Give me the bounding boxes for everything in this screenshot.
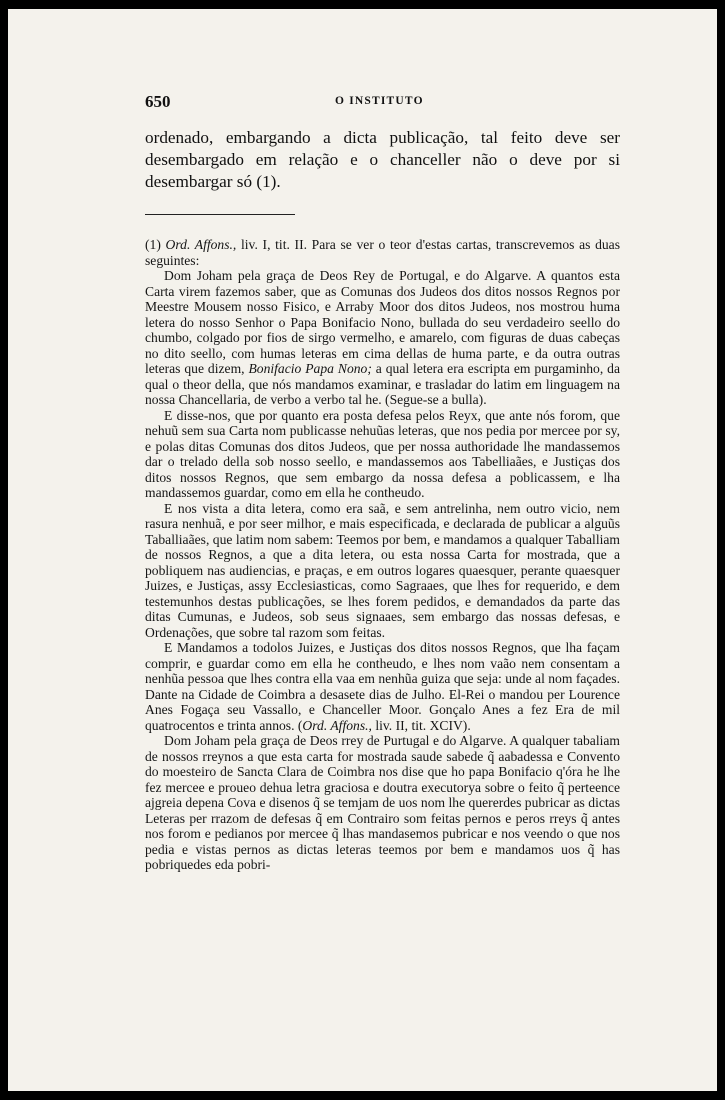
footnote-divider — [145, 214, 295, 215]
footnote-paragraph-5: Dom Joham pela graça de Deos rrey de Purtugal e do Algarve. A qualquer tabaliam de nossos rreynos a que esta carta for mostrada saude sabede q̃ aabadessa e Convento do moesteiro de Sancta Clara de Coimbra nos dise que ho papa Bonifacio q'óra he lhe fez mercee e proueo dehua letra graciosa e doutra executorya sobre o feito q̃ perteence ajgreia depena Cova e disenos q̃ se temjam de uos nom lhe quererdes pubricar as dictas Leteras per rrazom de defesas q̃ em Contrairo som feitas pernos e peros rreys q̃ antes nos forom e pedianos por mercee q̃ lhas mandasemos pubricar e nos veendo o que nos pedia e vistas pernos as dictas leteras teemos por bem e mandamos uos q̃ has pobriquedes eda pobri- — [145, 733, 620, 872]
footnote-paragraph-2: E disse-nos, que por quanto era posta defesa pelos Reyx, que ante nós forom, que nehuũ sem sua Carta nom publicasse nehuũas leteras, que nos pedia por mercee por sy, e polas ditas Comunas dos ditos Judeos, que per nossa authoridade lhe mandassemos dar o trelado della sob nosso seello, e mandassemos aos Tabelliaães, e Justiças dos ditos nossos Regnos, que sem embargo da nossa defesa a poblicassem, e lha mandassemos guardar, como em ella he contheudo. — [145, 407, 620, 500]
footnote-paragraph-1 — [145, 268, 620, 408]
page-number: 650 — [145, 92, 171, 111]
footnote-paragraph-4-text-b: liv. II, tit. XCIV). — [375, 717, 471, 733]
footnote-intro — [145, 237, 620, 268]
main-paragraph: ordenado, embargando a dicta publicação, tal feito deve ser desembargado em relação e o chanceller não o deve por si desembargar só (1). — [145, 128, 620, 191]
footnote-paragraph-1-italic: Bonifacio Papa Nono; — [248, 361, 372, 376]
running-title: O INSTITUTO — [335, 95, 424, 107]
footnote-marker: (1) — [145, 237, 161, 252]
footnote-paragraph-3: E nos vista a dita letera, como era saã, e sem antrelinha, nem outro vicio, nem rasura nenhuã, e por seer milhor, e mais especificada, e declarada de publicar a alguũs Taballiaães, que latim nom sabem: Teemos por bem, e mandamos a qualquer Taballiam de nossos Regnos, a que a dita letera, ou esta nossa Carta for mostrada, que a pobliquem nas audiencias, e praças, e em outros logares quaesquer, perante quaesquer Juizes, e Justiças, assy Ecclesiasticas, como Sagraaes, que lhes for requerido, e dem testemunhos destas publicações, se lhes forem pedidos, e demandados da parte das ditas Cumunas, e Judeos, sob seus signaaes, sem embargo das nossas defesas, e Ordenações, que sobre tal razom som feitas. — [145, 500, 620, 640]
footnote-paragraph-1-text-b: a qual letera era escripta em purgaminho, da qual o theor della, que nós mandamos examinar, e trasladar do latim em linguagem na nossa Chancellaria, de verbo a verbo tal he. (Segue-se a bulla). — [145, 361, 620, 407]
footnote-paragraph-4-italic: Ord. Affons., — [302, 717, 372, 733]
footnote-source-title: Ord. Affons., — [165, 237, 237, 252]
footnote-paragraph-4 — [145, 640, 620, 733]
footnote-paragraph-1-text-a: Dom Joham pela graça de Deos Rey de Portugal, e do Algarve. A quantos esta Carta virem fazemos saber, que as Comunas dos Judeos dos ditos nossos Regnos por Meestre Mousem nosso Fisico, e Arraby Moor dos ditos Judeos, nos mostrou huma letera do nosso Senhor o Papa Bonifacio Nono, bullada do seu verdadeiro seello do chumbo, colgado por fios de sirgo vermelho, e amarelo, com figuras de duas cabeças no dito seello, com humas leteras em cima dellas de huma parte, e da outra outras leteras que dizem, — [145, 268, 620, 376]
footnote-block — [145, 237, 620, 873]
page-header — [145, 92, 620, 114]
footnote-paragraph-4-text-a: E Mandamos a todolos Juizes, e Justiças dos ditos nossos Regnos, que lha façam comprir, e guardar como em ella he contheudo, e lhes nom vaão nem consentam a nenhũa pessoa que lhes contra ella vaa em nenhũa guiza que seja: unde al nom façades. Dante na Cidade de Coimbra a desasete dias de Julho. El-Rei o mandou per Lourence Anes Fogaça seu Vassallo, e Chanceller Moor. Gonçalo Anes a fez Era de mil quatrocentos e trinta annos. ( — [145, 640, 620, 733]
footnote-source-rest: liv. I, tit. II. Para se ver o teor d'estas cartas, transcrevemos as duas seguintes: — [145, 237, 620, 268]
